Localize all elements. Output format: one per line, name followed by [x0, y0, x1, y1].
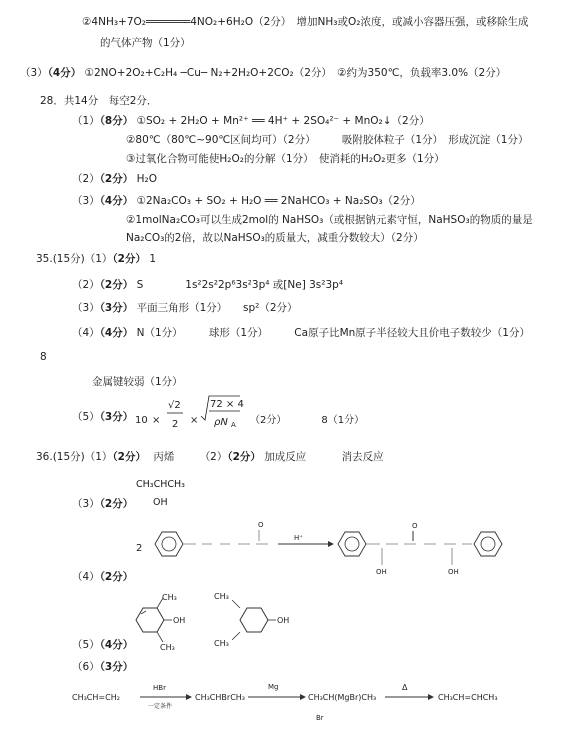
- arrowhead-2: [300, 694, 306, 700]
- heat-symbol: Δ: [402, 683, 408, 692]
- rho-na: ρN: [214, 417, 228, 428]
- text: 平面三角形（1分） sp²（2分）: [136, 302, 298, 314]
- formula-text: OH: [153, 497, 168, 508]
- score-label: （2分）: [227, 451, 261, 463]
- numerator-72x4: 72 × 4: [210, 399, 244, 410]
- bromine-label: Br: [316, 714, 324, 722]
- arrowhead-1: [186, 694, 192, 700]
- methyl-label: CH₃: [160, 643, 175, 652]
- arrowhead-3: [428, 694, 434, 700]
- score-label: （4分）: [99, 195, 134, 207]
- score-label: （3分）: [99, 302, 134, 314]
- score-label: （2分）: [112, 253, 146, 265]
- text: 28．共14分 每空2分．: [40, 95, 158, 107]
- item-label: （4）: [72, 571, 100, 583]
- text: 35.(15分)（1）: [36, 253, 113, 265]
- hydroxyl-label: OH: [277, 616, 290, 625]
- text: ②4NH₃+7O₂═══════4NO₂+6H₂O（2分） 增加NH₃或O₂浓度，或减小容器压强，或移除生成: [82, 16, 529, 28]
- item-label: （3）: [20, 67, 48, 79]
- intermediate-2: CH₃CH(MgBr)CH₃: [308, 693, 377, 702]
- condition-1: 一定条件: [148, 703, 173, 710]
- score-label: （2分）: [99, 279, 134, 291]
- item-label: （3）: [72, 195, 100, 207]
- text: N（1分） 球形（1分） Ca原子比Mn原子半径较大且价电子数较少（1分）: [136, 327, 530, 339]
- formula-text: CH₃CHCH₃: [136, 479, 185, 490]
- item-label: （5）: [72, 411, 100, 423]
- sqrt2: √2: [168, 400, 181, 411]
- item-label: （6）: [72, 661, 100, 673]
- reagent-1: HBr: [153, 684, 166, 692]
- text: ③过氧化合物可能使H₂O₂的分解（1分） 使消耗的H₂O₂更多（1分）: [126, 153, 445, 165]
- item-label: （5）: [72, 639, 100, 651]
- text: 36.(15分)（1）: [36, 451, 113, 463]
- carbonyl-o: O: [258, 521, 264, 529]
- item-label: （3）: [72, 498, 100, 510]
- text: 1: [149, 253, 157, 265]
- intermediate-1: CH₃CHBrCH₃: [195, 693, 245, 702]
- methyl-label: CH₃: [214, 639, 229, 648]
- score-label: （4分）: [47, 67, 82, 79]
- answer-text: 丙烯: [153, 451, 175, 463]
- score-label: （8分）: [99, 115, 134, 127]
- text: H₂O: [136, 173, 157, 185]
- formula-coefficient: 10: [135, 415, 148, 426]
- score-label: （3分）: [99, 411, 134, 423]
- text: ②1molNa₂CO₃可以生成2mol的 NaHSO₃（或根据钠元素守恒，NaHSO₃的物质的量是: [126, 214, 533, 226]
- score-label: （2分）: [112, 451, 146, 463]
- text: ①SO₂ + 2H₂O + Mn²⁺ ══ 4H⁺ + 2SO₄²⁻ + MnO₂↓（2分）: [136, 115, 430, 127]
- denominator-2: 2: [172, 419, 179, 430]
- reagent-2: Mg: [268, 683, 279, 691]
- text: ①2NO+2O₂+C₂H₄ ─Cu─ N₂+2H₂O+2CO₂（2分） ②约为350℃，负载率3.0%（2分）: [84, 67, 507, 79]
- answer-text: 加成反应: [264, 451, 307, 463]
- text: ①2Na₂CO₃ + SO₂ + H₂O ══ 2NaHCO₃ + Na₂SO₃（2分）: [136, 195, 421, 207]
- text: 8: [40, 351, 47, 363]
- item-label: （3）: [72, 302, 100, 314]
- methyl-label: CH₃: [214, 592, 229, 601]
- text: 金属键较弱（1分）: [92, 376, 183, 388]
- score-label: （2分）: [99, 571, 134, 583]
- item-label: （1）: [72, 115, 100, 127]
- item-label: （2）: [72, 279, 100, 291]
- product-carbonyl-o: O: [412, 522, 418, 530]
- text: ②80℃（80℃~90℃区间均可）（2分） 吸附胶体粒子（1分） 形成沉淀（1分）: [126, 134, 529, 146]
- methyl-label: CH₃: [162, 593, 177, 602]
- score-label: （4分）: [99, 639, 134, 651]
- coefficient: 2: [136, 543, 143, 554]
- reagent-text: H⁺: [294, 534, 303, 542]
- text: S 1s²2s²2p⁶3s²3p⁴ 或[Ne] 3s²3p⁴: [136, 279, 344, 291]
- text: Na₂CO₃的2倍，故以NaHSO₃的质量大，减重分数较大）（2分）: [126, 232, 424, 244]
- oh-label: OH: [376, 568, 387, 576]
- item-label: （4）: [72, 327, 100, 339]
- score-label: （2分）: [99, 173, 134, 185]
- score-label: （3分）: [99, 661, 134, 673]
- score-text: （2分） 8（1分）: [250, 415, 365, 426]
- hydroxyl-label: OH: [173, 616, 186, 625]
- reactant: CH₃CH=CH₂: [72, 693, 120, 702]
- score-label: （2分）: [99, 498, 134, 510]
- item-label: （2）: [199, 451, 228, 463]
- product: CH₃CH=CHCH₃: [438, 693, 498, 702]
- item-label: （2）: [72, 173, 100, 185]
- subscript-a: A: [231, 421, 236, 429]
- score-label: （4分）: [99, 327, 134, 339]
- times-symbol-2: ×: [190, 415, 199, 426]
- times-symbol: ×: [152, 415, 161, 426]
- answer-text: 消去反应: [341, 451, 384, 463]
- text: 的气体产物（1分）: [100, 37, 191, 49]
- oh-label: OH: [448, 568, 459, 576]
